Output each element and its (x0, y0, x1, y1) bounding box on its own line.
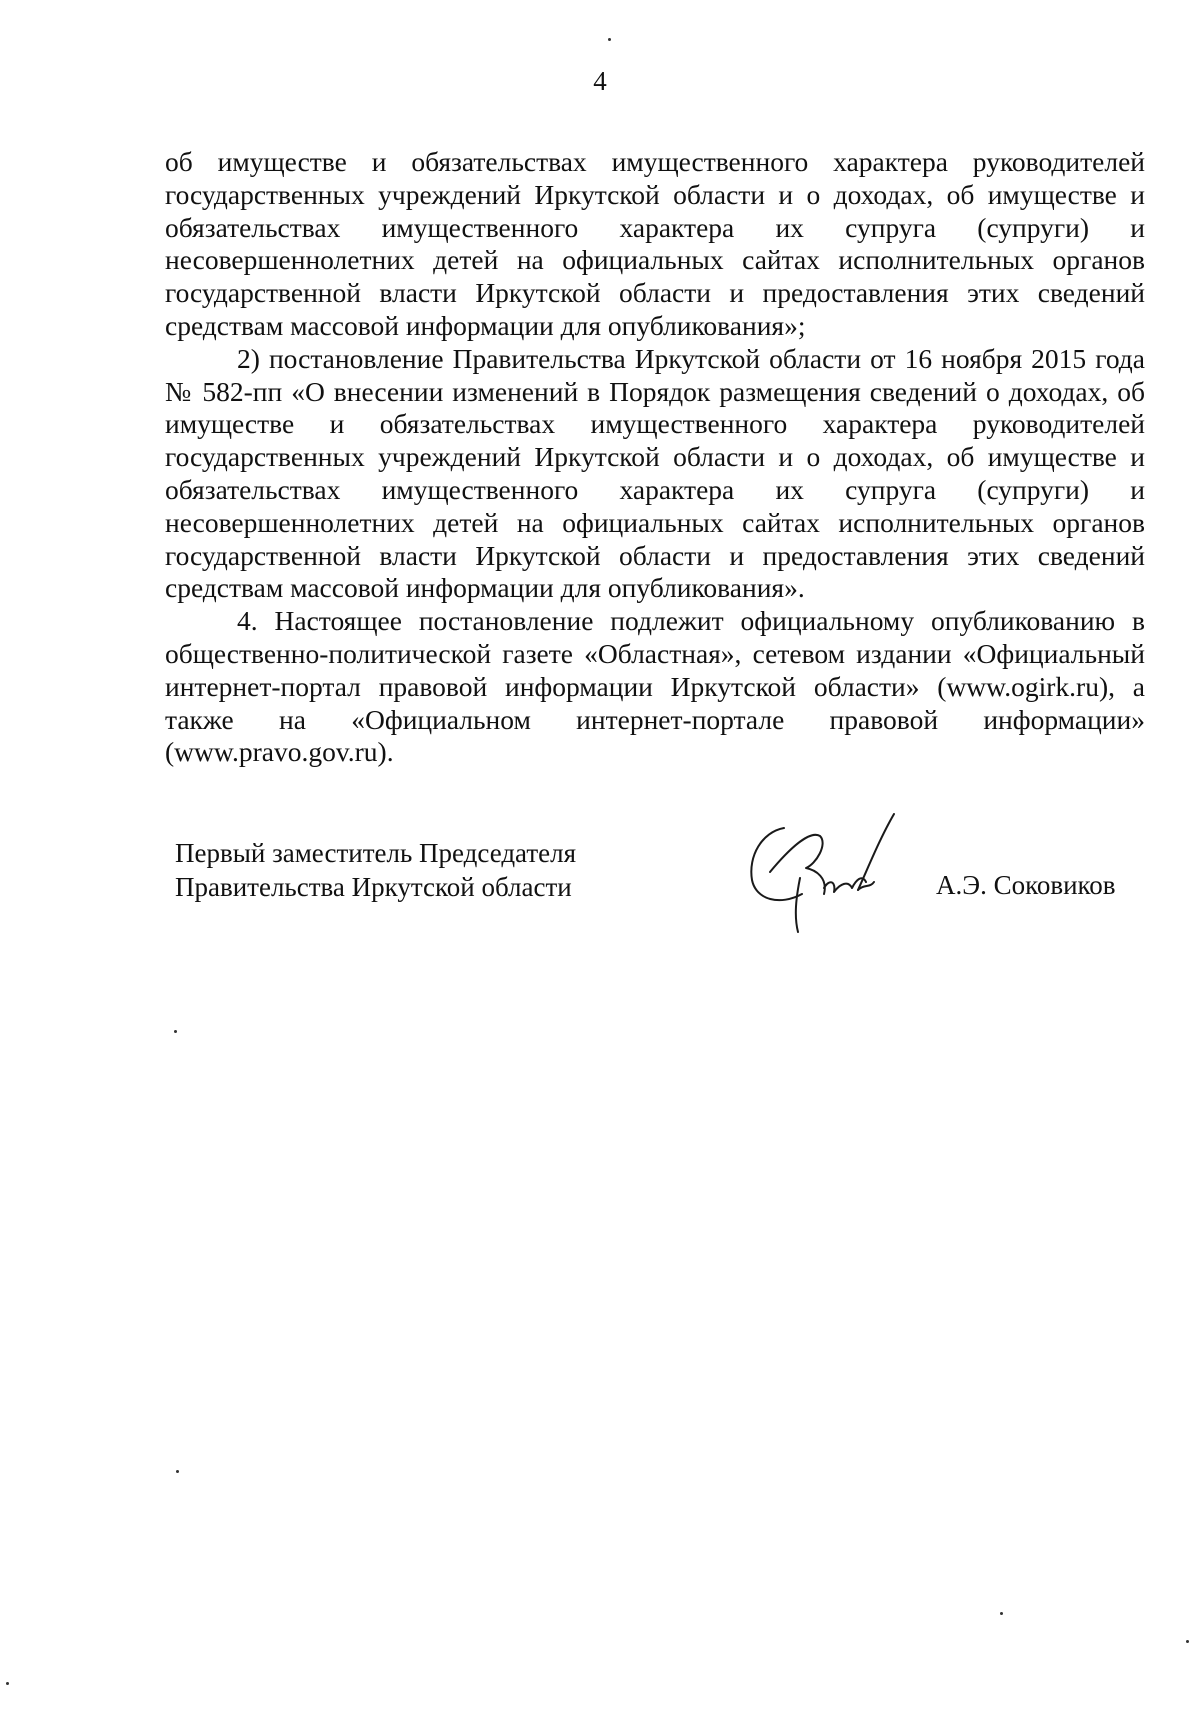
paragraph-item-2: 2) постановление Правительства Иркутской области от 16 ноября 2015 года № 582-пп «О внесении изменений в Порядок размещения сведений о доходах, об имуществе и обязательствах имущественного характера руководителей государственных учреждений Иркутской области и о доходах, об имуществе и обязательствах имущественного характера их супруга (супруги) и несовершеннолетних детей на официальных сайтах исполнительных органов государственной власти Иркутской области и предоставления этих сведений средствам массовой информации для опубликования». (165, 342, 1145, 604)
scan-speck (174, 1030, 177, 1033)
signatory-position (175, 836, 576, 904)
scan-speck (176, 1470, 179, 1473)
scan-speck (1000, 1612, 1003, 1615)
scan-speck (1186, 1640, 1189, 1643)
paragraph-continuation: об имуществе и обязательствах имущественного характера руководителей государственных учреждений Иркутской области и о доходах, об имуществе и обязательствах имущественного характера их супруга (супруги) и несовершеннолетних детей на официальных сайтах исполнительных органов государственной власти Иркутской области и предоставления этих сведений средствам массовой информации для опубликования»; (165, 146, 1145, 341)
signatory-position-line-1: Первый заместитель Председателя (175, 838, 577, 868)
document-body (165, 146, 1145, 769)
signatory-name: А.Э. Соковиков (936, 870, 1116, 900)
signatory-position-line-2: Правительства Иркутской области (175, 872, 572, 902)
paragraph-item-4: 4. Настоящее постановление подлежит официальному опубликованию в общественно-политической газете «Областная», сетевом издании «Официальный интернет-портал правовой информации Иркутской области» (www.ogirk.ru), а также на «Официальном интернет-портале правовой информации» (www.pravo.gov.ru). (165, 605, 1145, 768)
scan-speck (608, 38, 611, 41)
handwritten-signature (740, 808, 940, 938)
scan-speck (6, 1682, 9, 1685)
page-number: 4 (593, 66, 607, 96)
